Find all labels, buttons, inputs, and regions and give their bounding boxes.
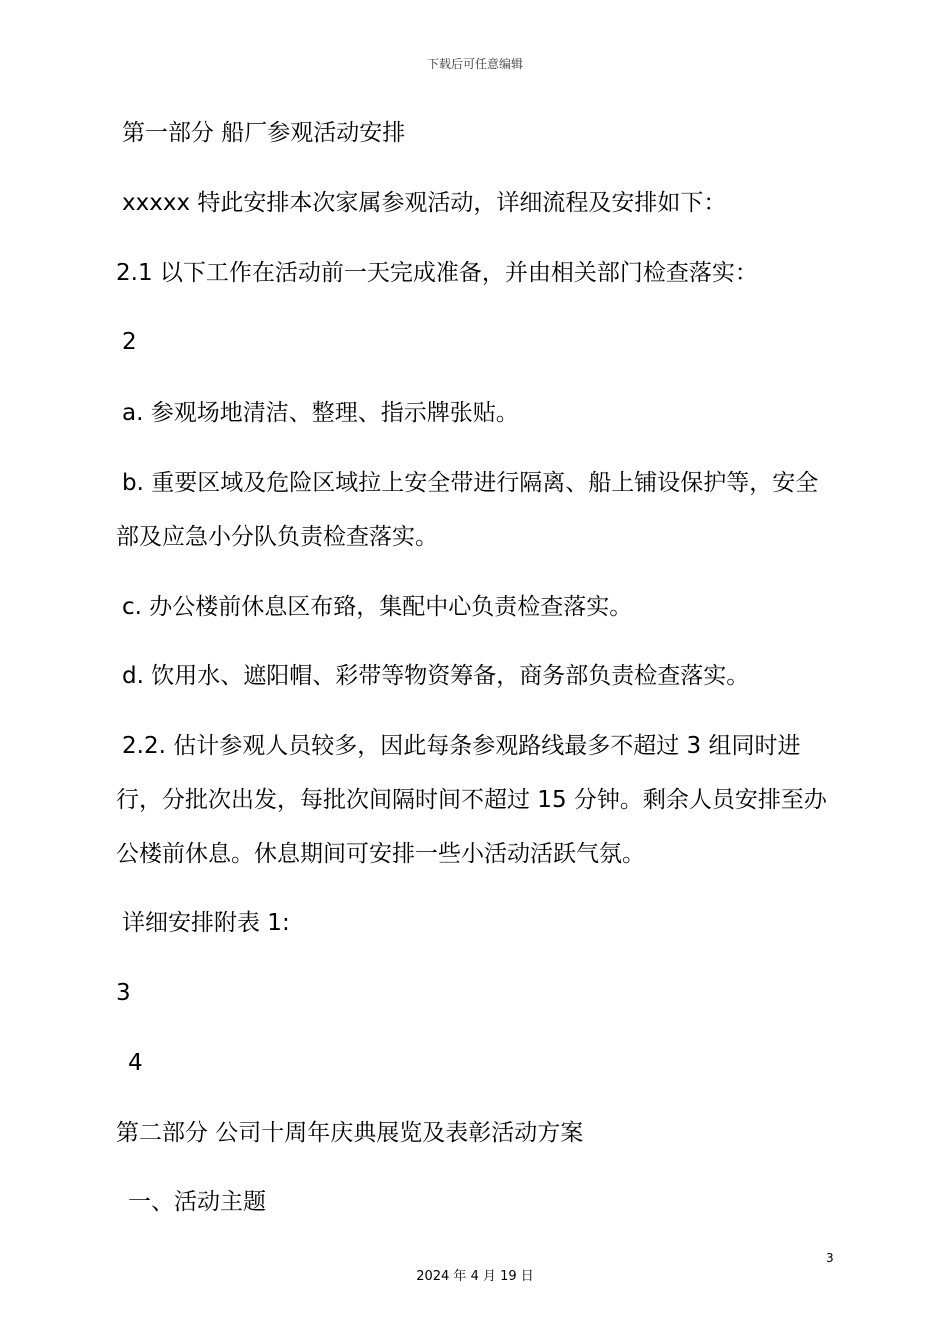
theme-heading: 一、活动主题 bbox=[128, 1189, 266, 1215]
page-number: 3 bbox=[826, 1251, 834, 1265]
item-d: d. 饮用水、遮阳帽、彩带等物资筹备，商务部负责检查落实。 bbox=[122, 663, 750, 689]
marker-3: 3 bbox=[116, 980, 131, 1006]
section-2-2-line3: 公楼前休息。休息期间可安排一些小活动活跃气氛。 bbox=[116, 841, 645, 867]
item-c: c. 办公楼前休息区布臵，集配中心负责检查落实。 bbox=[122, 594, 633, 620]
intro-paragraph: xxxxx 特此安排本次家属参观活动，详细流程及安排如下： bbox=[122, 190, 727, 216]
item-b-line1: b. 重要区域及危险区域拉上安全带进行隔离、船上铺设保护等，安全 bbox=[122, 470, 819, 496]
section-2-1: 2.1 以下工作在活动前一天完成准备，并由相关部门检查落实： bbox=[116, 260, 758, 286]
appendix-note: 详细安排附表 1: bbox=[122, 910, 290, 936]
item-b-line2: 部及应急小分队负责检查落实。 bbox=[116, 524, 438, 550]
section-2-2-line2: 行，分批次出发，每批次间隔时间不超过 15 分钟。剩余人员安排至办 bbox=[116, 787, 827, 813]
marker-4: 4 bbox=[128, 1050, 143, 1076]
section-2-2-line1: 2.2. 估计参观人员较多，因此每条参观路线最多不超过 3 组同时进 bbox=[122, 733, 801, 759]
item-a: a. 参观场地清洁、整理、指示牌张贴。 bbox=[122, 400, 519, 426]
page-header: 下载后可任意编辑 bbox=[426, 57, 523, 71]
footer-date: 2024 年 4 月 19 日 bbox=[416, 1269, 534, 1284]
part1-title: 第一部分 船厂参观活动安排 bbox=[122, 120, 406, 146]
marker-2: 2 bbox=[122, 329, 137, 355]
part2-title: 第二部分 公司十周年庆典展览及表彰活动方案 bbox=[116, 1120, 584, 1146]
